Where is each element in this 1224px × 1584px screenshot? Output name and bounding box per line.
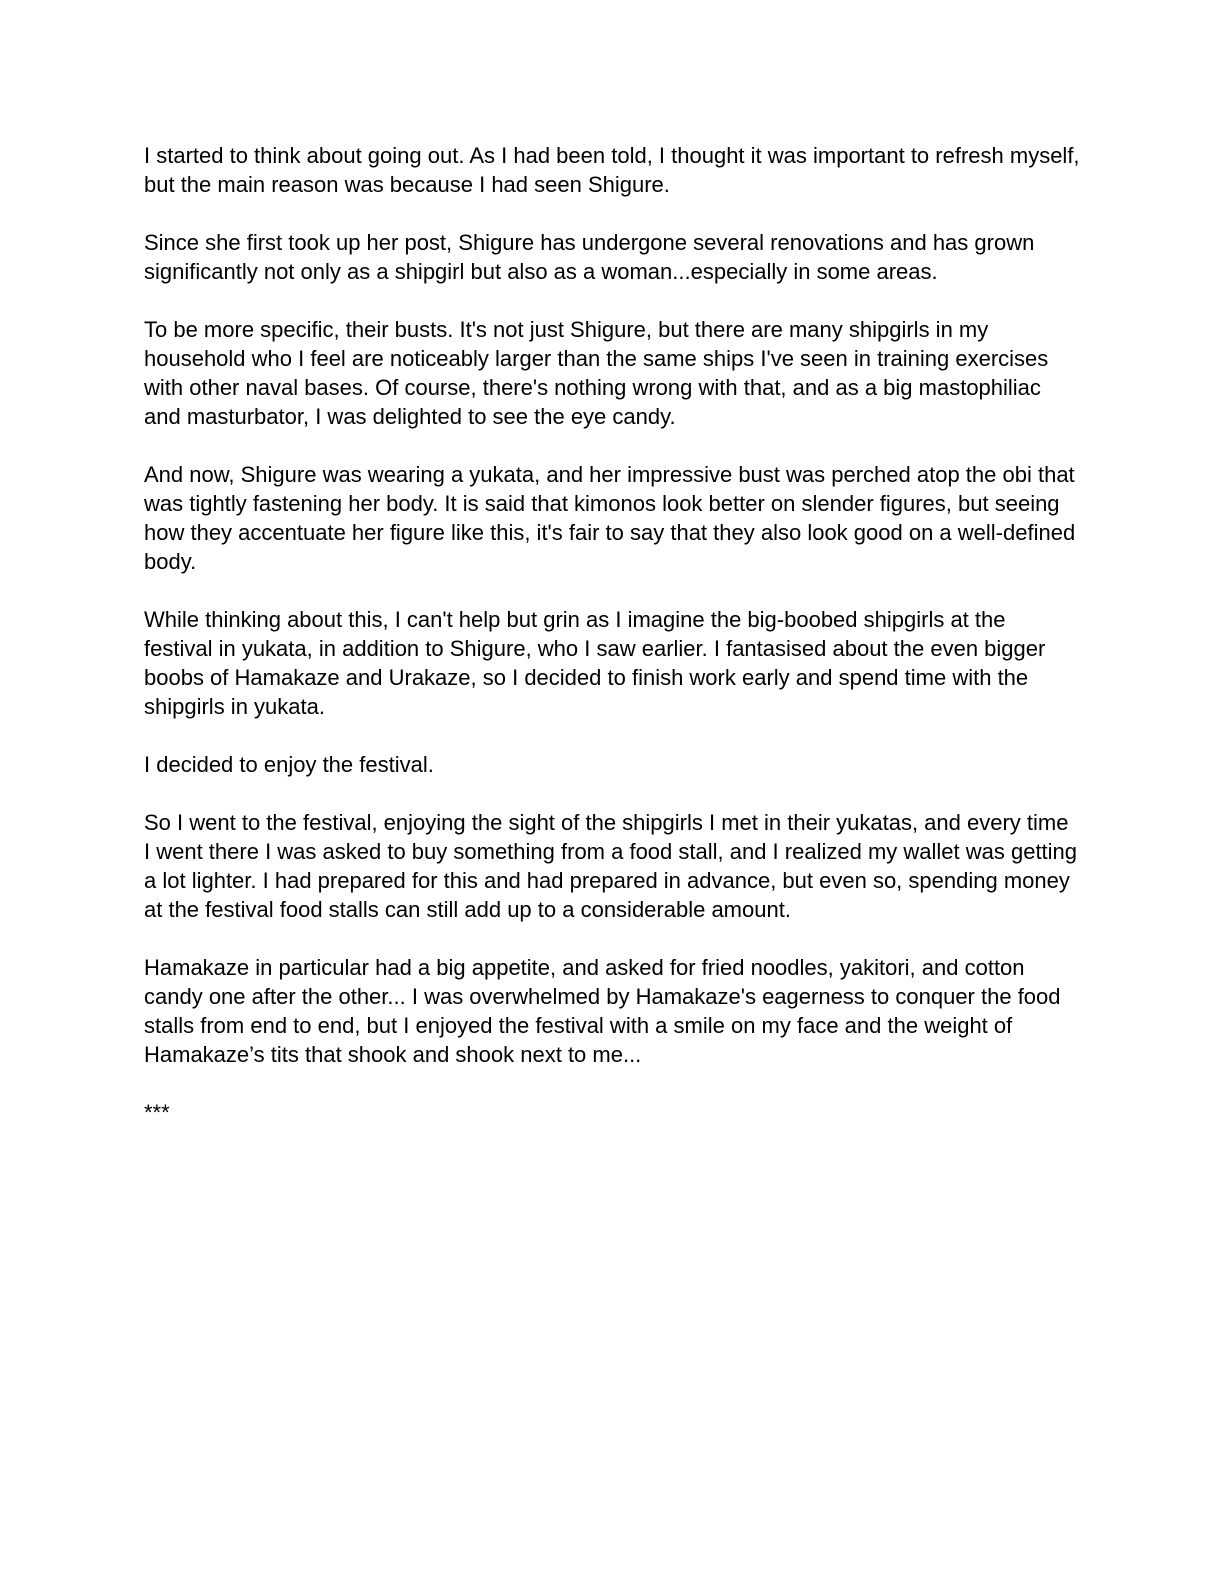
paragraph: Since she first took up her post, Shigure has undergone several renovations and has grown significantly not only as a shipgirl but also as a woman...especially in some areas. [144,230,1035,284]
paragraph: I decided to enjoy the festival. [144,752,434,777]
paragraph: To be more specific, their busts. It's not just Shigure, but there are many shipgirls in my household who I feel are noticeably larger than the same ships I've seen in training exercises with other naval bases. Of course, there's nothing wrong with that, and as a big mastophiliac and masturbator, I was delighted to see the eye candy. [144,317,1049,429]
paragraph: I started to think about going out. As I had been told, I thought it was important to refresh myself, but the main reason was because I had seen Shigure. [144,143,1080,197]
paragraph: And now, Shigure was wearing a yukata, and her impressive bust was perched atop the obi that was tightly fastening her body. It is said that kimonos look better on slender figures, but seeing how they accentuate her figure like this, it's fair to say that they also look good on a well-defined body. [144,462,1076,574]
paragraph: So I went to the festival, enjoying the sight of the shipgirls I met in their yukatas, and every time I went there I was asked to buy something from a food stall, and I realized my wallet was getting a lot lighter. I had prepared for this and had prepared in advance, but even so, spending money at the festival food stalls can still add up to a considerable amount. [144,810,1078,922]
paragraph: Hamakaze in particular had a big appetite, and asked for fried noodles, yakitori, and cotton candy one after the other... I was overwhelmed by Hamakaze's eagerness to conquer the food stalls from end to end, but I enjoyed the festival with a smile on my face and the weight of Hamakaze’s tits that shook and shook next to me... [144,955,1061,1067]
section-separator: *** [144,1100,170,1125]
paragraph: While thinking about this, I can't help but grin as I imagine the big-boobed shipgirls at the festival in yukata, in addition to Shigure, who I saw earlier. I fantasised about the even bigger boobs of Hamakaze and Urakaze, so I decided to finish work early and spend time with the shipgirls in yukata. [144,607,1046,719]
